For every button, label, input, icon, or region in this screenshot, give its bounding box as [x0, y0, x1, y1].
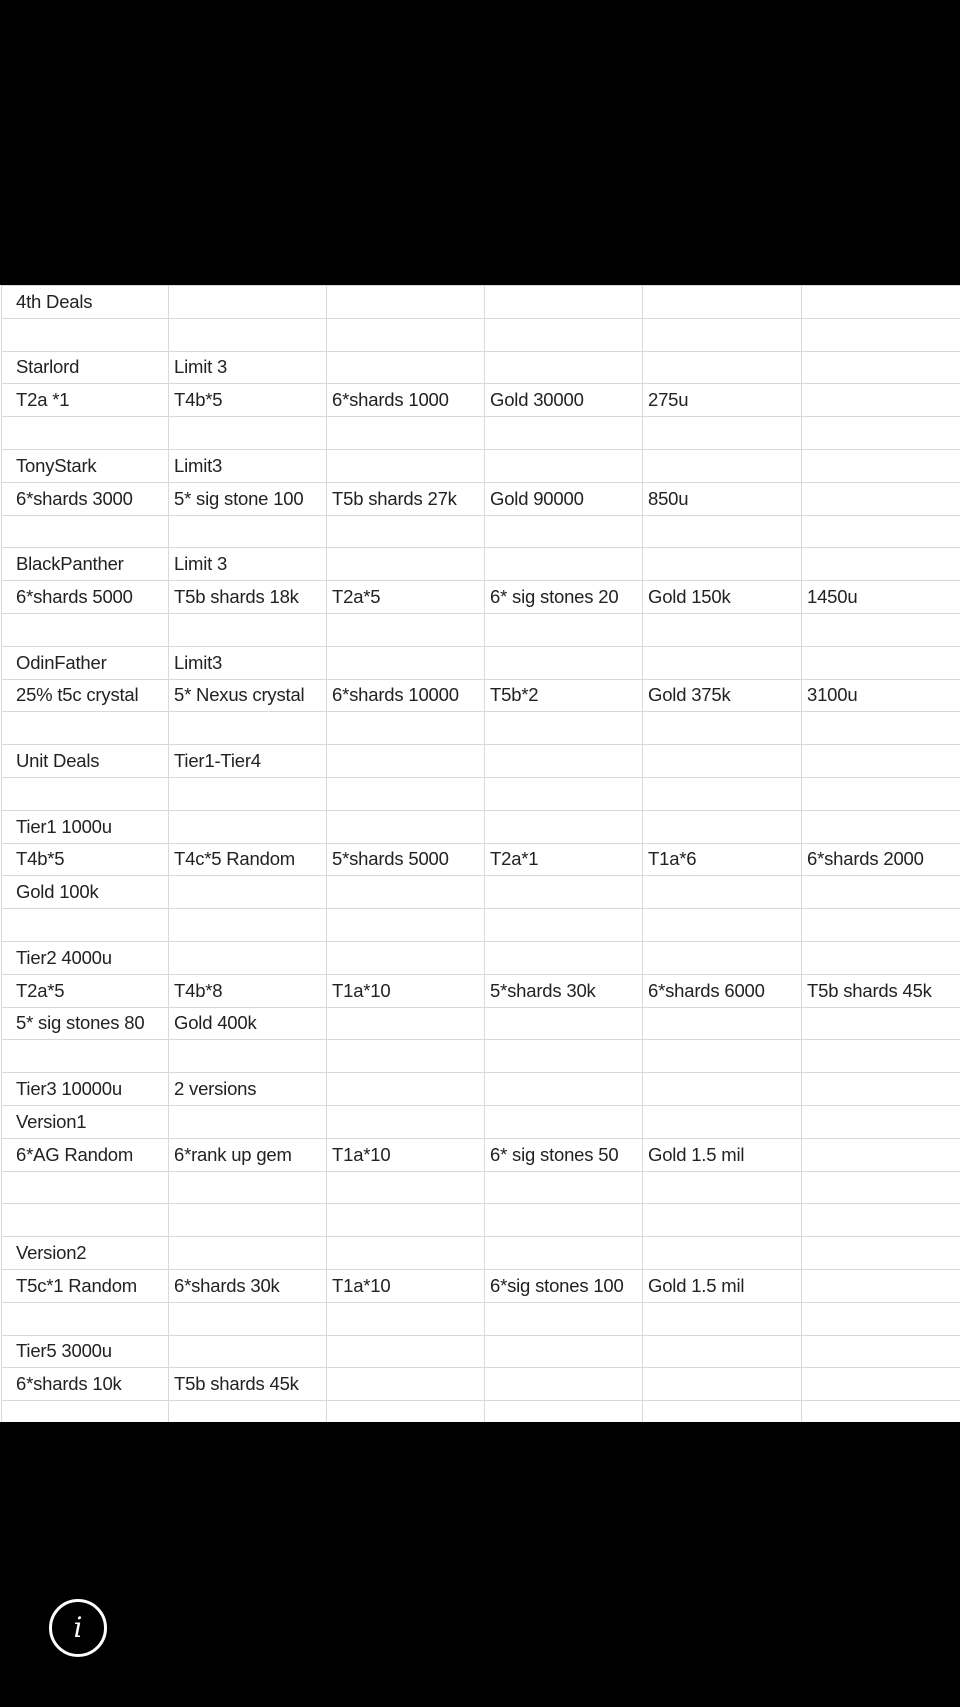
table-cell	[485, 351, 643, 384]
table-cell: 6* sig stones 20	[485, 581, 643, 614]
table-cell: Limit3	[169, 449, 327, 482]
table-cell	[643, 745, 802, 778]
table-cell: 6*shards 1000	[327, 384, 485, 417]
table-cell: Version1	[2, 1105, 169, 1138]
table-cell: 5* Nexus crystal	[169, 679, 327, 712]
table-cell	[802, 1073, 960, 1106]
table-cell	[2, 1204, 169, 1237]
table-cell	[327, 1237, 485, 1270]
table-row	[2, 843, 960, 876]
table-row	[2, 810, 960, 843]
table-cell	[643, 1204, 802, 1237]
table-cell	[643, 449, 802, 482]
table-cell	[643, 1007, 802, 1040]
table-cell: Gold 1.5 mil	[643, 1269, 802, 1302]
table-cell	[802, 1138, 960, 1171]
table-cell	[643, 876, 802, 909]
table-cell: 5* sig stones 80	[2, 1007, 169, 1040]
table-cell	[802, 712, 960, 745]
table-cell	[2, 1401, 169, 1422]
table-row	[2, 712, 960, 745]
table-cell: 275u	[643, 384, 802, 417]
table-row	[2, 548, 960, 581]
table-cell	[485, 1007, 643, 1040]
table-cell	[327, 613, 485, 646]
table-cell: Gold 375k	[643, 679, 802, 712]
table-cell: Starlord	[2, 351, 169, 384]
table-cell	[643, 1171, 802, 1204]
table-cell: T1a*6	[643, 843, 802, 876]
table-cell	[327, 1171, 485, 1204]
table-row	[2, 1105, 960, 1138]
table-cell	[802, 417, 960, 450]
table-cell	[2, 1040, 169, 1073]
table-cell	[643, 1335, 802, 1368]
table-cell: Limit 3	[169, 351, 327, 384]
table-cell: 6*shards 3000	[2, 482, 169, 515]
table-cell	[802, 777, 960, 810]
table-cell	[643, 1040, 802, 1073]
table-cell	[802, 1237, 960, 1270]
table-cell	[169, 777, 327, 810]
table-cell	[802, 1401, 960, 1422]
table-cell: 6*shards 2000	[802, 843, 960, 876]
table-cell: T1a*10	[327, 1138, 485, 1171]
table-cell: T4b*5	[2, 843, 169, 876]
table-cell	[802, 810, 960, 843]
table-cell	[485, 646, 643, 679]
table-cell: Tier3 10000u	[2, 1073, 169, 1106]
table-cell	[485, 286, 643, 319]
table-cell	[802, 286, 960, 319]
table-cell	[802, 1204, 960, 1237]
table-cell	[2, 515, 169, 548]
table-cell	[643, 1302, 802, 1335]
table-row	[2, 1368, 960, 1401]
table-cell	[485, 1204, 643, 1237]
table-cell: 5* sig stone 100	[169, 482, 327, 515]
table-row	[2, 1335, 960, 1368]
table-cell	[643, 1368, 802, 1401]
table-row	[2, 1401, 960, 1422]
table-cell: 6* sig stones 50	[485, 1138, 643, 1171]
table-cell	[802, 482, 960, 515]
table-cell	[169, 1335, 327, 1368]
table-cell	[485, 449, 643, 482]
table-cell	[802, 1105, 960, 1138]
table-cell	[485, 941, 643, 974]
table-cell	[2, 417, 169, 450]
table-row	[2, 384, 960, 417]
table-cell	[485, 613, 643, 646]
table-cell	[169, 810, 327, 843]
table-cell	[485, 777, 643, 810]
table-row	[2, 1040, 960, 1073]
table-cell	[802, 384, 960, 417]
table-cell: T2a *1	[2, 384, 169, 417]
table-cell: T2a*1	[485, 843, 643, 876]
table-cell: Limit3	[169, 646, 327, 679]
table-cell	[169, 941, 327, 974]
table-cell: T4c*5 Random	[169, 843, 327, 876]
table-cell	[327, 1204, 485, 1237]
table-row	[2, 1171, 960, 1204]
table-cell	[802, 876, 960, 909]
table-cell: Tier2 4000u	[2, 941, 169, 974]
table-cell	[169, 417, 327, 450]
table-cell: 2 versions	[169, 1073, 327, 1106]
table-cell: Gold 100k	[2, 876, 169, 909]
table-cell	[485, 515, 643, 548]
table-row	[2, 646, 960, 679]
table-cell	[485, 1237, 643, 1270]
table-cell	[169, 318, 327, 351]
table-cell	[643, 515, 802, 548]
table-cell	[2, 1171, 169, 1204]
table-cell	[327, 646, 485, 679]
table-cell: Gold 1.5 mil	[643, 1138, 802, 1171]
table-row	[2, 909, 960, 942]
table-row	[2, 1237, 960, 1270]
table-cell: T5b shards 45k	[169, 1368, 327, 1401]
table-cell	[802, 351, 960, 384]
table-cell	[327, 1040, 485, 1073]
table-cell	[802, 1302, 960, 1335]
table-cell: T5b*2	[485, 679, 643, 712]
table-cell: 6*shards 10000	[327, 679, 485, 712]
table-cell	[327, 1368, 485, 1401]
table-row	[2, 1204, 960, 1237]
table-cell: Tier5 3000u	[2, 1335, 169, 1368]
table-cell: OdinFather	[2, 646, 169, 679]
table-cell	[485, 1302, 643, 1335]
table-row	[2, 679, 960, 712]
table-cell: 6*shards 5000	[2, 581, 169, 614]
table-cell: Gold 400k	[169, 1007, 327, 1040]
table-cell	[802, 745, 960, 778]
table-cell	[643, 909, 802, 942]
table-cell	[327, 286, 485, 319]
table-cell	[169, 286, 327, 319]
table-cell	[802, 515, 960, 548]
table-cell	[327, 1007, 485, 1040]
table-cell: T2a*5	[327, 581, 485, 614]
table-row	[2, 581, 960, 614]
table-cell: Gold 30000	[485, 384, 643, 417]
table-row	[2, 351, 960, 384]
table-row	[2, 286, 960, 319]
table-cell	[327, 318, 485, 351]
info-button[interactable]	[49, 1599, 107, 1657]
table-cell	[643, 1401, 802, 1422]
table-cell	[2, 318, 169, 351]
table-cell	[327, 1335, 485, 1368]
table-cell	[643, 548, 802, 581]
table-cell: T5c*1 Random	[2, 1269, 169, 1302]
table-cell	[2, 1302, 169, 1335]
table-cell	[802, 1007, 960, 1040]
table-cell	[485, 1171, 643, 1204]
table-cell	[802, 613, 960, 646]
table-row	[2, 482, 960, 515]
table-cell	[327, 712, 485, 745]
table-cell: Unit Deals	[2, 745, 169, 778]
table-cell	[169, 909, 327, 942]
table-cell	[802, 548, 960, 581]
table-cell: T1a*10	[327, 1269, 485, 1302]
table-cell	[485, 745, 643, 778]
table-cell	[485, 1040, 643, 1073]
table-cell	[643, 351, 802, 384]
table-cell	[327, 417, 485, 450]
table-cell	[327, 909, 485, 942]
table-cell: T5b shards 27k	[327, 482, 485, 515]
table-cell: 1450u	[802, 581, 960, 614]
table-cell	[485, 909, 643, 942]
table-cell	[802, 449, 960, 482]
table-cell: 4th Deals	[2, 286, 169, 319]
table-cell: T5b shards 45k	[802, 974, 960, 1007]
table-cell: 25% t5c crystal	[2, 679, 169, 712]
table-cell: 6*sig stones 100	[485, 1269, 643, 1302]
table-cell	[2, 909, 169, 942]
table-cell: T1a*10	[327, 974, 485, 1007]
table-cell	[485, 876, 643, 909]
table-cell	[169, 876, 327, 909]
table-cell	[643, 777, 802, 810]
table-cell	[485, 810, 643, 843]
table-cell	[169, 1401, 327, 1422]
table-row	[2, 745, 960, 778]
table-cell	[485, 1335, 643, 1368]
table-cell	[802, 318, 960, 351]
table-cell: TonyStark	[2, 449, 169, 482]
table-cell	[2, 777, 169, 810]
spreadsheet-image	[0, 285, 960, 1422]
table-row	[2, 515, 960, 548]
table-cell: 3100u	[802, 679, 960, 712]
table-cell	[327, 449, 485, 482]
table-cell: T4b*8	[169, 974, 327, 1007]
table-cell	[327, 876, 485, 909]
table-row	[2, 1269, 960, 1302]
table-cell: Tier1-Tier4	[169, 745, 327, 778]
table-cell: Version2	[2, 1237, 169, 1270]
table-cell	[643, 646, 802, 679]
table-cell: Gold 90000	[485, 482, 643, 515]
table-cell	[169, 1105, 327, 1138]
table-cell	[2, 712, 169, 745]
table-cell	[643, 1237, 802, 1270]
table-cell	[643, 417, 802, 450]
table-cell	[802, 941, 960, 974]
info-icon: i	[73, 1611, 83, 1644]
table-cell	[327, 1073, 485, 1106]
table-cell	[169, 613, 327, 646]
table-cell	[643, 810, 802, 843]
table-cell: T2a*5	[2, 974, 169, 1007]
table-cell	[327, 941, 485, 974]
table-row	[2, 417, 960, 450]
table-cell	[485, 318, 643, 351]
table-cell	[169, 1171, 327, 1204]
table-cell	[802, 1040, 960, 1073]
table-cell	[802, 1368, 960, 1401]
table-cell: T4b*5	[169, 384, 327, 417]
table-row	[2, 318, 960, 351]
table-cell	[485, 1105, 643, 1138]
table-cell	[169, 1204, 327, 1237]
table-cell: 6*AG Random	[2, 1138, 169, 1171]
table-cell	[327, 1105, 485, 1138]
table-cell	[169, 515, 327, 548]
table-cell: 6*shards 10k	[2, 1368, 169, 1401]
table-cell: Limit 3	[169, 548, 327, 581]
table-cell: Gold 150k	[643, 581, 802, 614]
table-cell	[643, 941, 802, 974]
table-cell	[327, 351, 485, 384]
table-row	[2, 1138, 960, 1171]
table-row	[2, 1073, 960, 1106]
table-cell	[327, 810, 485, 843]
table-row	[2, 613, 960, 646]
table-cell	[327, 745, 485, 778]
table-row	[2, 777, 960, 810]
table-cell	[485, 712, 643, 745]
table-cell: 6*rank up gem	[169, 1138, 327, 1171]
table-cell	[802, 646, 960, 679]
table-cell	[169, 1040, 327, 1073]
table-row	[2, 974, 960, 1007]
table-cell: T5b shards 18k	[169, 581, 327, 614]
table-row	[2, 876, 960, 909]
table-cell: Tier1 1000u	[2, 810, 169, 843]
table-row	[2, 1007, 960, 1040]
table-cell	[485, 417, 643, 450]
table-cell	[2, 613, 169, 646]
table-cell	[169, 712, 327, 745]
table-cell	[802, 909, 960, 942]
table-cell	[327, 548, 485, 581]
table-cell	[643, 613, 802, 646]
table-cell: BlackPanther	[2, 548, 169, 581]
table-cell	[802, 1269, 960, 1302]
table-row	[2, 1302, 960, 1335]
table-cell	[327, 1401, 485, 1422]
table-cell	[802, 1171, 960, 1204]
table-cell	[643, 1105, 802, 1138]
table-cell	[327, 777, 485, 810]
table-cell	[327, 515, 485, 548]
table-cell	[643, 286, 802, 319]
table-cell	[643, 1073, 802, 1106]
table-cell	[169, 1237, 327, 1270]
table-cell: 5*shards 30k	[485, 974, 643, 1007]
table-cell	[485, 1368, 643, 1401]
table-cell	[485, 548, 643, 581]
table-row	[2, 449, 960, 482]
table-cell	[802, 1335, 960, 1368]
table-cell	[485, 1401, 643, 1422]
table-cell: 850u	[643, 482, 802, 515]
table-cell	[169, 1302, 327, 1335]
table-cell	[485, 1073, 643, 1106]
table-cell: 5*shards 5000	[327, 843, 485, 876]
table-cell: 6*shards 30k	[169, 1269, 327, 1302]
table-cell: 6*shards 6000	[643, 974, 802, 1007]
table-row	[2, 941, 960, 974]
table-cell	[327, 1302, 485, 1335]
table-cell	[643, 712, 802, 745]
spreadsheet-body	[2, 286, 960, 1423]
table-cell	[643, 318, 802, 351]
spreadsheet-table	[1, 285, 960, 1422]
